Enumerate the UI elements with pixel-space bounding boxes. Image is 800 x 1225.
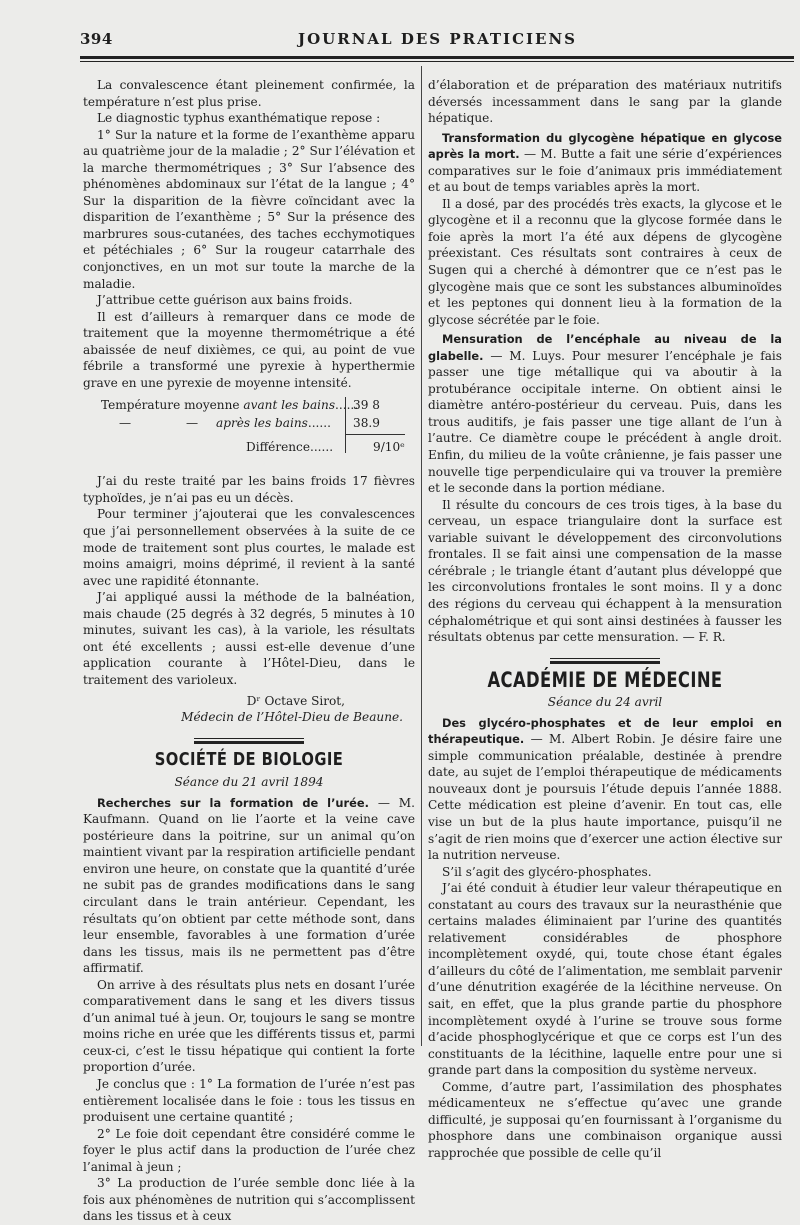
- page-number: 394: [80, 30, 113, 48]
- table-label-italic: avant les bains: [243, 398, 336, 413]
- paragraph: Je conclus que : 1° La formation de l’urée n’est pas entièrement localisée dans le foie : tous les tissus en produisent une certaine quantité ;: [83, 1076, 415, 1125]
- session-date: Séance du 21 avril 1894: [174, 775, 324, 790]
- article-paragraph: [428, 130, 782, 196]
- paragraph: 2° Le foie doit cependant être considéré comme le foyer le plus actif dans la production de l’urée chez l’animal à jeun ;: [83, 1126, 415, 1174]
- paragraph: Il est d’ailleurs à remarquer dans ce mode de traitement que la moyenne thermométrique a été abaissée de neuf dixièmes, ce qui, au point de vue fébrile a transformé une pyrexie à hyperthermie grave en une pyrexie de moyenne intensité.: [83, 309, 415, 390]
- paragraph: J’ai du reste traité par les bains froids 17 fièvres typhoïdes, je n’ai pas eu un décès.: [83, 474, 415, 505]
- table-value: 38.9: [353, 416, 380, 431]
- header-rule-thin: [80, 61, 794, 62]
- left-column: [83, 77, 415, 1225]
- section-rules: [194, 738, 304, 744]
- paragraph: S’il s’agit des glycéro-phosphates.: [442, 864, 652, 879]
- article-paragraph: [83, 795, 415, 977]
- article-text: — M. Kaufmann. Quand on lie l’aorte et la veine cave postérieure dans la poitrine, sur un animal qu’on maintient vivant par la respiration artificielle pendant environ une heure, on constate que la quantité d’urée ne subit pas de grandes modifications dans le sang circulant dans le train antérieur. Cependant, les résultats qu’on obtient par cette méthode sont, dans leur ensemble, favorables à une formation d’urée dans les tissus, mais ils ne permettent pas d’être affirmatif.: [83, 795, 415, 976]
- table-dots: ......: [335, 398, 359, 413]
- paragraph: La convalescence étant pleinement confirmée, la température n’est plus prise.: [83, 78, 415, 109]
- temperature-table: [83, 397, 415, 469]
- table-label-italic: après les bains: [216, 416, 308, 431]
- paragraph: J’attribue cette guérison aux bains froids.: [97, 293, 353, 308]
- journal-title: JOURNAL DES PRATICIENS: [298, 30, 577, 48]
- article-text: — M. Albert Robin. Je désire faire une simple communication préalable, destinée à prendre date, au sujet de l’emploi thérapeutique de médicaments nouveaux dont je poursuis l’étude depuis l’année 1888. Cette médication est pleine d’avenir. En tout cas, elle vise un but de la plus haute importance, puisqu’il ne s’agit de rien moins que d’exercer une action élective sur la nutrition nerveuse.: [428, 732, 782, 863]
- paragraph: Le diagnostic typhus exanthématique repose :: [97, 111, 381, 126]
- paragraph: J’ai été conduit à étudier leur valeur thérapeutique en constatant au cours des travaux sur la neurasthénie que certains malades éliminaient par l’urine des quantités relativement considérables de phosphore incomplètement oxydé, qui, toute chose étant égales d’ailleurs du côté de l’alimentation, me semblait parvenir d’une dénutrition exagérée de la lécithine nerveuse. On sait, en effet, que la plus grande partie du phosphore incomplètement oxydé à l’urine se trouve sous forme d’acide phosphoglycérique et que ce corps est l’un des constituants de la lécithine, laquelle entre pour une si grande part dans la composition du système nerveux.: [428, 881, 782, 1078]
- article-title: Mensuration de l’encéphale au niveau de la glabelle.: [428, 332, 782, 363]
- paragraph: 1° Sur la nature et la forme de l’exanthème apparu au quatrième jour de la maladie ; 2° Sur l’élévation et la marche thermométriques ; 3° Sur l’absence des phénomènes abdominaux sur l’état de la langue ; 4° Sur la disparition de la fièvre coïncidant avec la disparition de l’exanthème ; 5° Sur la présence des marbrures sous-cutanées, des taches ecchymotiques et pétéchiales ; 6° Sur la rougeur catarrhale des conjonctives, en un mot sur toute la marche de la maladie.: [83, 127, 415, 291]
- section-heading: SOCIÉTÉ DE BIOLOGIE: [154, 748, 344, 770]
- article-title: Des glycéro-phosphates et de leur emploi en thérapeutique.: [428, 715, 782, 747]
- table-row: [83, 397, 415, 414]
- paragraph: On arrive à des résultats plus nets en dosant l’urée comparativement dans le sang et les divers tissus d’un animal tué à jeun. Or, toujours le sang se montre moins riche en urée que les différents tissus et, parmi ceux-ci, c’est le tissu hépatique qui contient la forte proportion d’urée.: [83, 977, 415, 1075]
- table-label: Différence......: [246, 440, 334, 455]
- paragraph: Il résulte du concours de ces trois tiges, à la base du cerveau, un espace triangulaire dont la surface est variable suivant le développement des circonvolutions frontales. Il se fait ainsi une compensation de la masse cérébrale ; le triangle étant d’autant plus développé que les circonvolutions frontales le sont moins. Il y a donc des régions du cerveau qui échappent à la mensuration céphalométrique et qui sont ainsi destinées à fausser les résultats obtenus par cette mensuration. — F. R.: [428, 497, 782, 645]
- table-value: 39 8: [353, 398, 380, 413]
- article-text: — M. Butte a fait une série d’expériences comparatives sur le foie d’animaux pris immédiatement et au bout de temps variables après la mort.: [428, 147, 782, 195]
- table-dash: —: [119, 416, 132, 431]
- paragraph: Comme, d’autre part, l’assimilation des phosphates médicamenteux ne s’effectue qu’avec une grande difficulté, je supposai qu’en fournissant à l’organisme du phosphore dans une combinaison organique aussi rapprochée que possible de celle qu’il: [428, 1079, 782, 1160]
- session-date: Séance du 24 avril: [547, 695, 663, 710]
- article-title: Recherches sur la formation de l’urée.: [97, 795, 369, 810]
- article-text: — M. Luys. Pour mesurer l’encéphale je fais passer une tige métallique qui va aboutir à la protubérance occipitale interne. On obtient ainsi le diamètre antéro-postérieur du cerveau. Puis, dans les trous auditifs, je fais passer une tige allant de l’un à l’autre. Ce diamètre coupe le précédent à angle droit. Enfin, du milieu de la voûte crânienne, je fais passer une nouvelle tige perpendiculaire qui va trouver la première et le seconde dans la portion médiane.: [428, 348, 782, 496]
- table-dash: —: [186, 416, 199, 431]
- column-divider: [421, 66, 422, 1046]
- table-value: 9/10ᵉ: [373, 440, 405, 455]
- table-label: Température moyenne: [101, 398, 240, 413]
- sum-rule: [345, 434, 405, 435]
- section-rules: [550, 658, 660, 664]
- table-dots: ......: [307, 416, 331, 431]
- paragraph: J’ai appliqué aussi la méthode de la balnéation, mais chaude (25 degrés à 32 degrés, 5 minutes à 10 minutes, suivant les cas), à la variole, les résultats ont été excellents ; aussi est-elle devenue d’une application courante à l’Hôtel-Dieu, dans le traitement des varioleux.: [83, 590, 415, 687]
- table-row: [83, 415, 415, 432]
- article-title: Transformation du glycogène hépatique en glycose après la mort.: [428, 130, 782, 162]
- paragraph: 3° La production de l’urée semble donc liée à la fois aux phénomènes de nutrition qui s’accomplissent dans les tissus et à ceux: [83, 1176, 415, 1224]
- right-column: [428, 77, 782, 1161]
- header-rule-thick: [80, 56, 794, 59]
- table-row: [83, 439, 415, 456]
- paragraph: Il a dosé, par des procédés très exacts, la glycose et le glycogène et il a reconnu que la glycose formée dans le foie après la mort l’a été aux dépens de glycogène préexistant. Ces résultats sont contraires à ceux de Sugen qui a cherché à démontrer que ce n’est pas le glycogène mais que ce sont les substances albuminoïdes et les peptones qui donnent lieu à la formation de la glycose sécrétée par le foie.: [428, 196, 782, 327]
- section-heading: ACADÉMIE DE MÉDECINE: [487, 667, 723, 692]
- paragraph: Pour terminer j’ajouterai que les convalescences que j’ai personnellement observées à la suite de ce mode de traitement sont plus courtes, le malade est moins amaigri, moins déprimé, il revient à la santé avec une rapidité étonnante.: [83, 507, 415, 588]
- paragraph: d’élaboration et de préparation des matériaux nutritifs déversés incessamment dans le sang par la glande hépatique.: [428, 78, 782, 126]
- author-signature: Dʳ Octave Sirot,: [246, 693, 345, 708]
- author-role: Médecin de l’Hôtel-Dieu de Beaune.: [181, 710, 403, 725]
- article-paragraph: [428, 331, 782, 496]
- article-paragraph: [428, 715, 782, 864]
